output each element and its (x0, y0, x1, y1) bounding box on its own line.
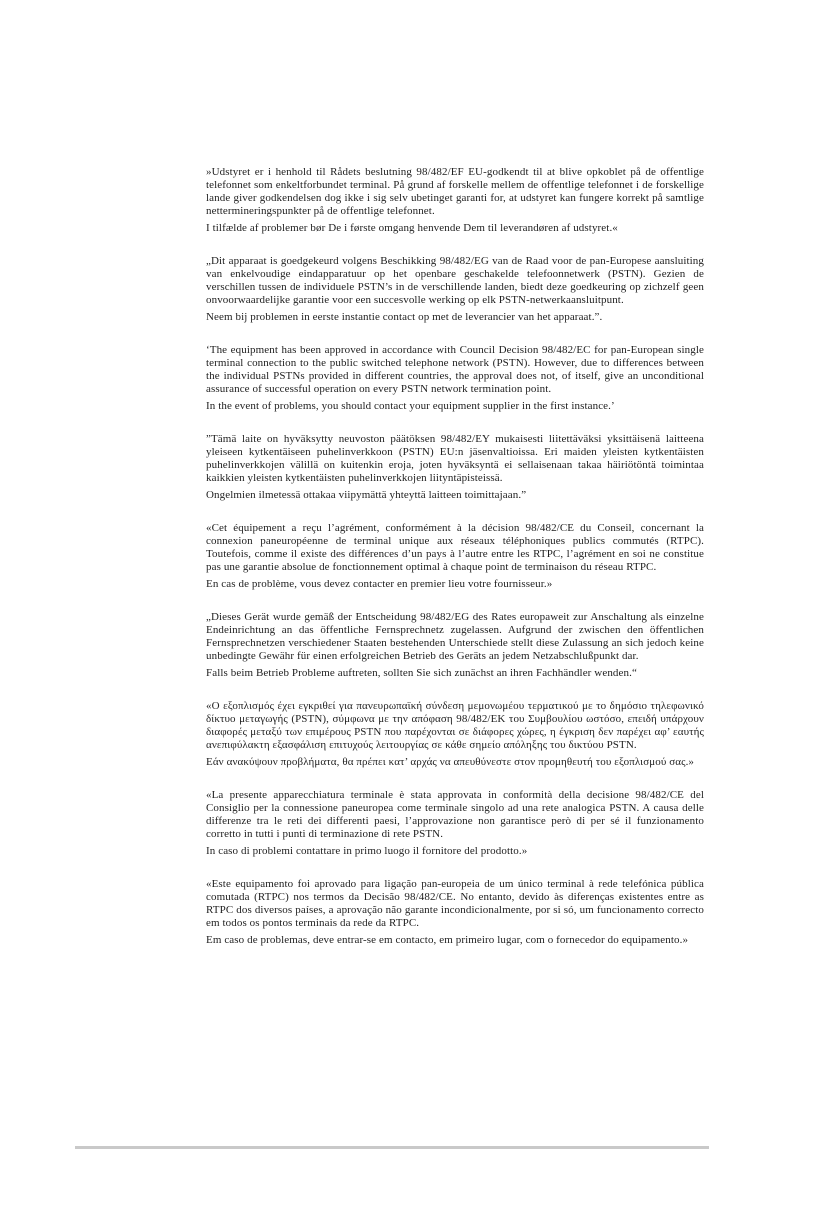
notice-german-body: „Dieses Gerät wurde gemäß der Entscheidung 98/482/EG des Rates europaweit zur Anschaltung als einzelne Endeinrichtung an das öffentliche Fernsprechnetz zugelassen. Aufgrund der zwischen den öffentlichen Fernsprechnetzen verschiedener Staaten bestehenden Unterschiede stellt diese Zulassung an sich jedoch keine unbedingte Gewähr für einen erfolgreichen Betrieb des Geräts an jedem Netzabschlußpunkt dar. (206, 611, 704, 662)
notice-finnish-body: ”Tämä laite on hyväksytty neuvoston päätöksen 98/482/EY mukaisesti liitettäväksi yksittäisenä laitteena yleiseen kytkentäiseen puhelinverkkoon (PSTN) EU:n jäsenvaltioissa. Eri maiden yleisten kytkentäisten puhelinverkkojen välillä on kuitenkin eroja, joten hyväksyntä ei sellaisenaan takaa häiriötöntä toimintaa kaikkien yleisten kytkentäisten puhelinverkkojen liityntäpisteissä. (206, 433, 704, 484)
notice-dutch (206, 255, 704, 324)
notice-portuguese-body: «Este equipamento foi aprovado para ligação pan-europeia de um único terminal à rede telefónica pública comutada (RTPC) nos termos da Decisão 98/482/CE. No entanto, devido às diferenças existentes entre as RTPC dos diversos países, a aprovação não garante incondicionalmente, por si só, um funcionamento correcto em todos os pontos terminais da rede da RTPC. (206, 878, 704, 929)
notice-french-followup: En cas de problème, vous devez contacter en premier lieu votre fournisseur.» (206, 578, 553, 590)
notice-dutch-body: „Dit apparaat is goedgekeurd volgens Beschikking 98/482/EG van de Raad voor de pan-Europese aansluiting van enkelvoudige eindapparatuur op het openbare geschakelde telefoonnetwerk (PSTN). Gezien de verschillen tussen de individuele PSTN’s in de verschillende landen, biedt deze goedkeuring op zichzelf geen onvoorwaardelijke garantie voor een succesvolle werking op elk PSTN-netwerkaansluitpunt. (206, 255, 704, 306)
notice-danish-body: »Udstyret er i henhold til Rådets beslutning 98/482/EF EU-godkendt til at blive opkoblet på de offentlige telefonnet som enkeltforbundet terminal. På grund af forskelle mellem de offentlige telefonnet i de forskellige lande giver godkendelsen dog ikke i sig selv ubetinget garanti for, at udstyret kan fungere korrekt på samtlige nettermineringspunkter på de offentlige telefonnet. (206, 166, 704, 217)
notice-danish (206, 166, 704, 235)
notice-portuguese (206, 878, 704, 947)
notice-greek (206, 700, 704, 769)
notice-english-followup: In the event of problems, you should contact your equipment supplier in the first instance.’ (206, 400, 615, 412)
notice-finnish-followup: Ongelmien ilmetessä ottakaa viipymättä yhteyttä laitteen toimittajaan.” (206, 489, 527, 501)
notice-danish-followup: I tilfælde af problemer bør De i første omgang henvende Dem til leverandøren af udstyret.« (206, 222, 618, 234)
notice-italian-body: «La presente apparecchiatura terminale è stata approvata in conformità della decisione 98/482/CE del Consiglio per la connessione paneuropea come terminale singolo ad una rete analogica PSTN. A causa delle differenze tra le reti dei differenti paesi, l’approvazione non garantisce però di per sé il funzionamento corretto in tutti i punti di terminazione di rete PSTN. (206, 789, 704, 840)
notices-column (206, 166, 704, 967)
notice-finnish (206, 433, 704, 502)
notice-portuguese-followup: Em caso de problemas, deve entrar-se em contacto, em primeiro lugar, com o fornecedor do equipamento.» (206, 934, 689, 946)
notice-italian-followup: In caso di problemi contattare in primo luogo il fornitore del prodotto.» (206, 845, 528, 857)
notice-german-followup: Falls beim Betrieb Probleme auftreten, sollten Sie sich zunächst an ihren Fachhändler wenden.“ (206, 667, 637, 679)
notice-italian (206, 789, 704, 858)
notice-dutch-followup: Neem bij problemen in eerste instantie contact op met de leverancier van het apparaat.”. (206, 311, 603, 323)
footer-rule (75, 1146, 709, 1149)
notice-english (206, 344, 704, 413)
notice-english-body: ‘The equipment has been approved in accordance with Council Decision 98/482/EC for pan-European single terminal connection to the public switched telephone network (PSTN). However, due to differences between the individual PSTNs provided in different countries, the approval does not, of itself, give an unconditional assurance of successful operation on every PSTN network termination point. (206, 344, 704, 395)
notice-french (206, 522, 704, 591)
notice-greek-followup: Εάν ανακύψουν προβλήματα, θα πρέπει κατ’ αρχάς να απευθύνεστε στον προμηθευτή του εξοπλισμού σας.» (206, 756, 695, 768)
notice-german (206, 611, 704, 680)
notice-french-body: «Cet équipement a reçu l’agrément, conformément à la décision 98/482/CE du Conseil, concernant la connexion paneuropéenne de terminal unique aux réseaux téléphoniques publics commutés (RTPC). Toutefois, comme il existe des différences d’un pays à l’autre entre les RTPC, l’agrément en soi ne constitue pas une garantie absolue de fonctionnement optimal à chaque point de terminaison du réseau RTPC. (206, 522, 704, 573)
notice-greek-body: «Ο εξοπλισμός έχει εγκριθεί για πανευρωπαϊκή σύνδεση μεμονωμέου τερματικού με το δημόσιο τηλεφωνικό δίκτυο μεταγωγής (PSTN), σύμφωνα με την απόφαση 98/482/ΕΚ του Συμβουλίου ωστόσο, επειδή υπάρχουν διαφορές μεταξύ των επιμέρους PSTN που παρέχονται σε διάφορες χώρες, η έγκριση δεν παρέχει αφ’ εαυτής ανεπιφύλακτη εξασφάλιση επιτυχούς λειτουργίας σε κάθε σημείο απόληξης του δικτύου PSTN. (206, 700, 704, 751)
